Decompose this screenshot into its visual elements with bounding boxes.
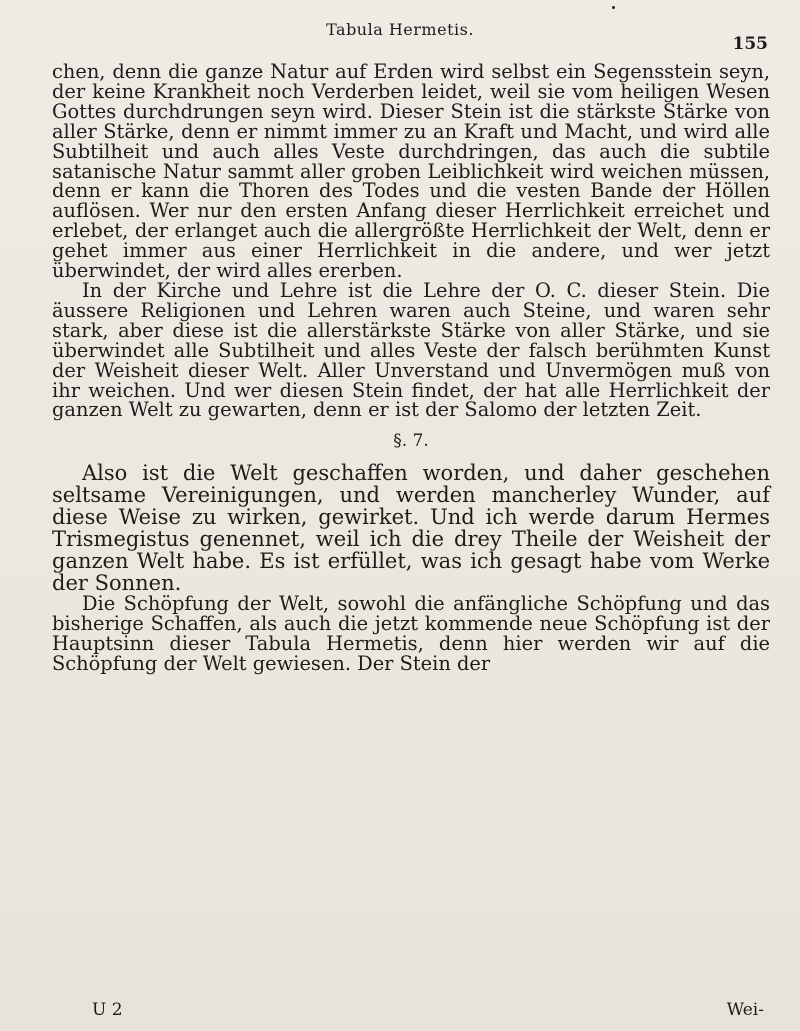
- paragraph-4: Die Schöpfung der Welt, sowohl die anfängliche Schöpfung und das bisherige Schaffen, als auch die jetzt kommende neue Schöpfung ist der Hauptsinn dieser Tabula Hermetis, denn hier werden wir auf die Schöpfung der Welt gewiesen. Der Stein der: [52, 592, 770, 675]
- running-head: Tabula Hermetis.: [326, 20, 474, 39]
- page-number: 155: [732, 34, 768, 54]
- section-heading: §. 7.: [393, 431, 429, 452]
- main-text: [52, 62, 770, 674]
- paragraph-1: chen, denn die ganze Natur auf Erden wird selbst ein Segensstein seyn, der keine Krankheit noch Verderben leidet, weil sie vom heiligen Wesen Gottes durchdrungen seyn wird. Dieser Stein ist die stärkste Stärke von aller Stärke, denn er nimmt immer zu an Kraft und Macht, und wird alle Subtilheit und auch alles Veste durchdringen, das auch die subtile satanische Natur sammt aller groben Leiblichkeit wird weichen müssen, denn er kann die Thoren des Todes und die vesten Bande der Höllen auflösen. Wer nur den ersten Anfang dieser Herrlichkeit erreichet und erlebet, der erlanget auch die allergrößte Herrlichkeit der Welt, denn er gehet immer aus einer Herrlichkeit in die andere, und wer jetzt überwindet, der wird alles ererben.: [52, 60, 770, 283]
- catchword: Wei-: [726, 1000, 764, 1020]
- paragraph-2: In der Kirche und Lehre ist die Lehre der O. C. dieser Stein. Die äussere Religionen und Lehren waren auch Steine, und waren sehr stark, aber diese ist die allerstärkste Stärke von aller Stärke, und sie überwindet alle Subtilheit und alles Veste der falsch berühmten Kunst der Weisheit dieser Welt. Aller Unverstand und Unvermögen muß von ihr weichen. Und wer diesen Stein findet, der hat alle Herrlichkeit der ganzen Welt zu gewarten, denn er ist der Salomo der letzten Zeit.: [52, 278, 770, 422]
- paper-speck: [612, 6, 615, 9]
- page-footer: [52, 1000, 770, 1022]
- signature-mark: U 2: [92, 1000, 123, 1020]
- paragraph-3: Also ist die Welt geschaffen worden, und daher geschehen seltsame Vereinigungen, und werden mancherley Wunder, auf diese Weise zu wirken, gewirket. Und ich werde darum Hermes Trismegistus genennet, weil ich die drey Theile der Weisheit der ganzen Welt habe. Es ist erfüllet, was ich gesagt habe vom Werke der Sonnen.: [52, 461, 770, 596]
